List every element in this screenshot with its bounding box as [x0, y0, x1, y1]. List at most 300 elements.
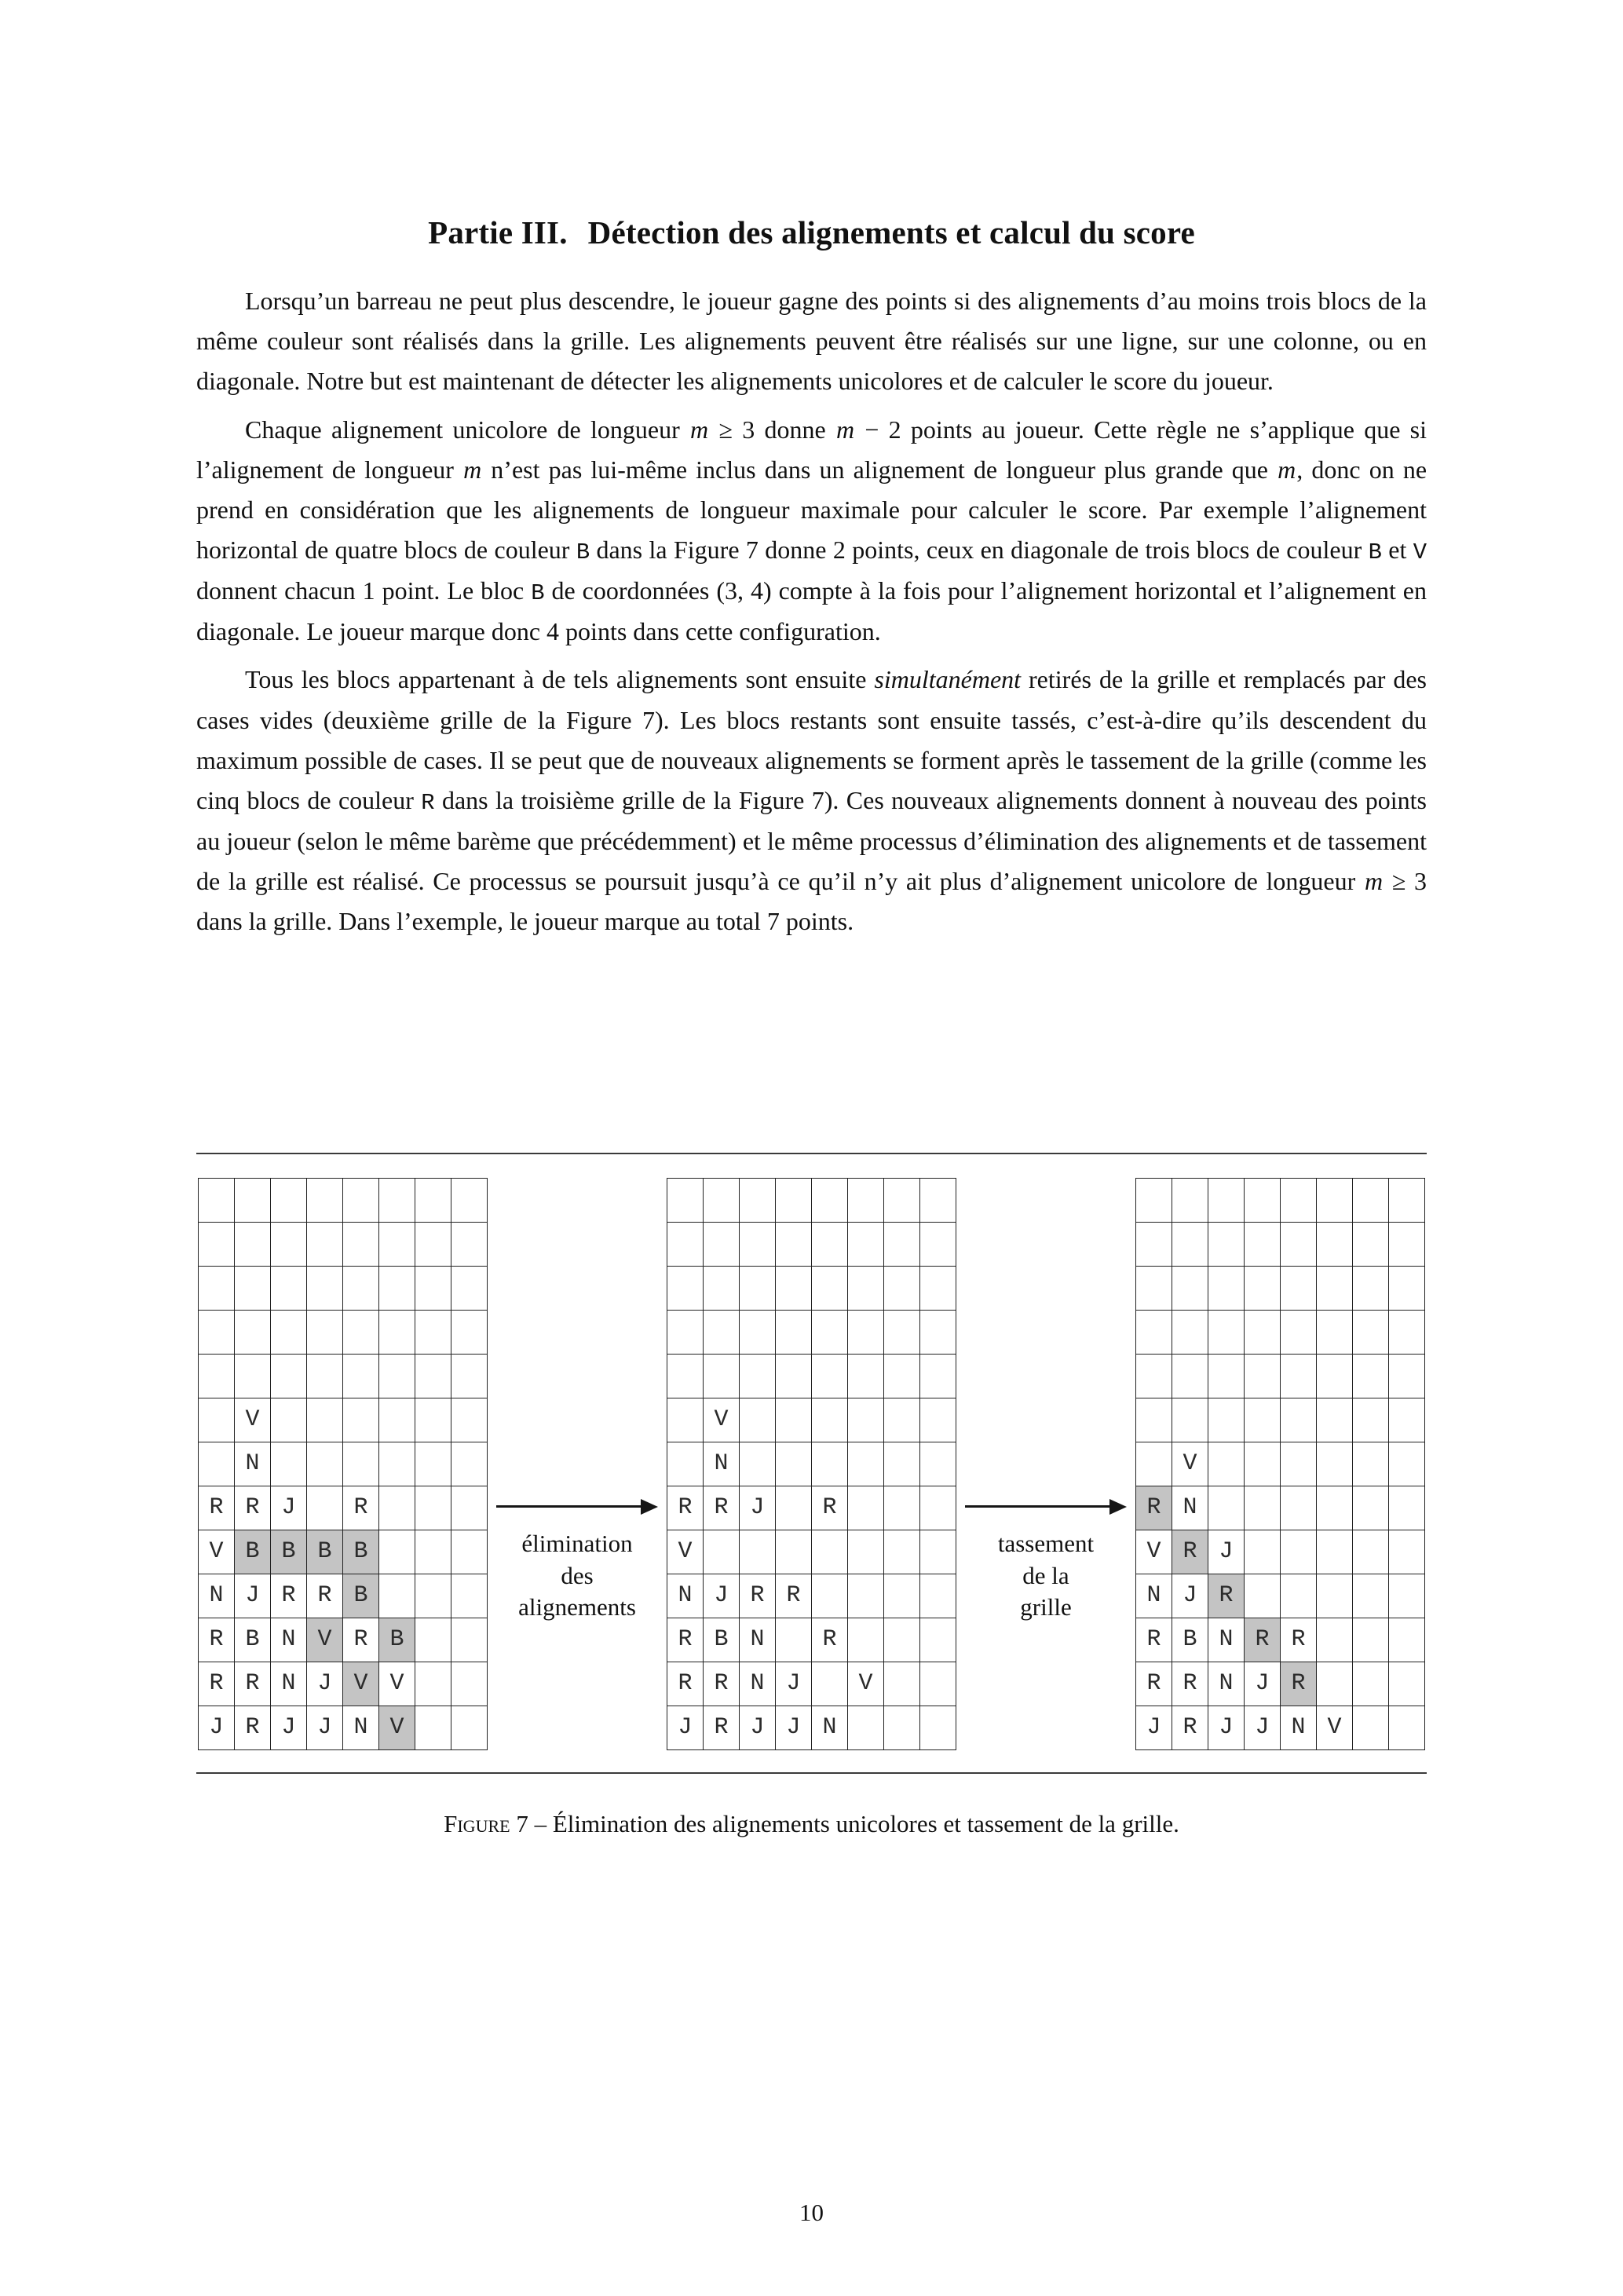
- arrow-label-line: des: [561, 1561, 594, 1589]
- grid-cell: [1389, 1223, 1425, 1267]
- grid-cell: [1281, 1223, 1317, 1267]
- grid-cell: J: [1136, 1706, 1172, 1750]
- grid-cell: [1281, 1311, 1317, 1355]
- grid-cell: N: [812, 1706, 848, 1750]
- grid-cell: [1172, 1223, 1208, 1267]
- grid-cell: [1281, 1486, 1317, 1530]
- grid-cell: [740, 1355, 776, 1398]
- grid-cell: R: [1281, 1662, 1317, 1706]
- grid-cell: N: [740, 1618, 776, 1662]
- grid-cell: [1136, 1179, 1172, 1223]
- grid-cell: [812, 1662, 848, 1706]
- grid-cell: [740, 1179, 776, 1223]
- grid-cell: [379, 1486, 415, 1530]
- grid-cell: [776, 1311, 812, 1355]
- grid-cell: N: [343, 1706, 379, 1750]
- grid-cell: [667, 1355, 704, 1398]
- figure-caption: Figure 7 – Élimination des alignements unicolores et tassement de la grille.: [444, 1809, 1179, 1837]
- grid-cell: [343, 1442, 379, 1486]
- grid-cell: [1389, 1267, 1425, 1311]
- grid-cell: R: [1172, 1530, 1208, 1574]
- grid-cell: [884, 1530, 920, 1574]
- grid-cell: N: [704, 1442, 740, 1486]
- arrow-label-line: de la: [1022, 1561, 1069, 1589]
- grid-cell: [1389, 1398, 1425, 1442]
- grid-cell: [667, 1267, 704, 1311]
- grid-cell: [1317, 1486, 1353, 1530]
- grid-cell: [1172, 1398, 1208, 1442]
- grid-cell: J: [704, 1574, 740, 1618]
- arrow-right-icon: [965, 1497, 1127, 1517]
- grid-cell: [451, 1355, 488, 1398]
- grid-cell: B: [1172, 1618, 1208, 1662]
- grid-cell: N: [1208, 1662, 1245, 1706]
- grid-cell: [307, 1311, 343, 1355]
- grid-cell: [704, 1223, 740, 1267]
- grid-cell: N: [271, 1618, 307, 1662]
- grid-cell: [812, 1530, 848, 1574]
- grid-cell: R: [1208, 1574, 1245, 1618]
- grid-cell: B: [271, 1530, 307, 1574]
- grid-cell: [1281, 1530, 1317, 1574]
- grid-cell: [1353, 1442, 1389, 1486]
- grid-cell: [451, 1442, 488, 1486]
- figure-7: [196, 1153, 1427, 1838]
- grid-cell: R: [235, 1706, 271, 1750]
- grid-cell: [1353, 1355, 1389, 1398]
- grid-cell: [379, 1311, 415, 1355]
- grid-cell: [1389, 1179, 1425, 1223]
- grid-cell: [1208, 1398, 1245, 1442]
- grid-cell: [451, 1574, 488, 1618]
- grid-cell: [884, 1486, 920, 1530]
- grid-cell: [1245, 1267, 1281, 1311]
- grid-cell: [1172, 1311, 1208, 1355]
- grid-after-elimination: [667, 1178, 956, 1750]
- grid-cell: [451, 1311, 488, 1355]
- grid-cell: [848, 1618, 884, 1662]
- grid-cell: R: [776, 1574, 812, 1618]
- grid-cell: [812, 1398, 848, 1442]
- grid-cell: [884, 1267, 920, 1311]
- grid-cell: V: [667, 1530, 704, 1574]
- grid-cell: [1245, 1311, 1281, 1355]
- grid-cell: R: [235, 1486, 271, 1530]
- grid-cell: [1281, 1267, 1317, 1311]
- grid-cell: [1281, 1442, 1317, 1486]
- grid-cell: R: [667, 1662, 704, 1706]
- grid-cell: [1317, 1398, 1353, 1442]
- grid-cell: [415, 1618, 451, 1662]
- section-title-text: Détection des alignements et calcul du score: [587, 214, 1195, 250]
- grid-cell: [884, 1442, 920, 1486]
- grid-cell: [776, 1442, 812, 1486]
- grid-cell: R: [235, 1662, 271, 1706]
- grid-cell: [920, 1442, 956, 1486]
- grid-cell: N: [1172, 1486, 1208, 1530]
- grid-cell: [1317, 1179, 1353, 1223]
- grid-cell: [343, 1267, 379, 1311]
- grid-cell: [1317, 1311, 1353, 1355]
- grid-cell: [884, 1355, 920, 1398]
- grid-cell: [451, 1706, 488, 1750]
- grid-cell: [379, 1442, 415, 1486]
- grid-cell: [1245, 1179, 1281, 1223]
- grid-cell: [704, 1530, 740, 1574]
- grid-cell: [776, 1179, 812, 1223]
- grid-cell: [848, 1311, 884, 1355]
- grid-cell: R: [1136, 1662, 1172, 1706]
- grid-cell: [379, 1574, 415, 1618]
- grid-before-elimination: [198, 1178, 488, 1750]
- grid-cell: V: [1317, 1706, 1353, 1750]
- grid-cell: [1208, 1486, 1245, 1530]
- grid-cell: [1208, 1442, 1245, 1486]
- grid-cell: [235, 1267, 271, 1311]
- grid-cell: [307, 1486, 343, 1530]
- grid-cell: [451, 1486, 488, 1530]
- arrow-label-line: grille: [1020, 1593, 1072, 1621]
- arrow-block-tassement: [956, 1178, 1135, 1625]
- grid-cell: [920, 1662, 956, 1706]
- grid-cell: [1317, 1662, 1353, 1706]
- grid-cell: [776, 1398, 812, 1442]
- grid-cell: [884, 1662, 920, 1706]
- grid-cell: J: [740, 1706, 776, 1750]
- grid-cell: V: [704, 1398, 740, 1442]
- grid-cell: R: [271, 1574, 307, 1618]
- grid-cell: [451, 1530, 488, 1574]
- grid-cell: [1317, 1574, 1353, 1618]
- grid-cell: [1353, 1618, 1389, 1662]
- grid-cell: [451, 1398, 488, 1442]
- grid-cell: V: [199, 1530, 235, 1574]
- grid-cell: [884, 1223, 920, 1267]
- grid-cell: [920, 1311, 956, 1355]
- grid-cell: [920, 1706, 956, 1750]
- paragraph: Lorsqu’un barreau ne peut plus descendre, le joueur gagne des points si des alignements d’au moins trois blocs de la même couleur sont réalisés dans la grille. Les alignements peuvent être réalisés sur une ligne, sur une colonne, ou en diagonale. Notre but est maintenant de détecter les alignements unicolores et de calculer le score du joueur.: [196, 287, 1427, 396]
- grid-cell: J: [307, 1706, 343, 1750]
- grid-cell: [884, 1574, 920, 1618]
- grid-cell: [884, 1706, 920, 1750]
- grid-cell: [1353, 1398, 1389, 1442]
- grid-cell: R: [199, 1618, 235, 1662]
- grid-cell: [667, 1223, 704, 1267]
- grid-cell: [1136, 1355, 1172, 1398]
- grid-cell: [848, 1355, 884, 1398]
- section-title: [196, 214, 1427, 251]
- grid-cell: [920, 1398, 956, 1442]
- grid-cell: J: [307, 1662, 343, 1706]
- grid-cell: R: [1136, 1618, 1172, 1662]
- grid-cell: [704, 1179, 740, 1223]
- grid-cell: [1389, 1706, 1425, 1750]
- grid-cell: [920, 1179, 956, 1223]
- arrow-head: [641, 1499, 658, 1515]
- grid-cell: N: [1281, 1706, 1317, 1750]
- grid-cell: [704, 1355, 740, 1398]
- grid-cell: [1389, 1574, 1425, 1618]
- grid-cell: [1245, 1355, 1281, 1398]
- grid-cell: [812, 1574, 848, 1618]
- grid-cell: [1317, 1267, 1353, 1311]
- arrow-block-elimination: [488, 1178, 667, 1625]
- grid-cell: [812, 1267, 848, 1311]
- grid-cell: [1317, 1442, 1353, 1486]
- grid-cell: V: [848, 1662, 884, 1706]
- grid-cell: [1353, 1311, 1389, 1355]
- grid-cell: [848, 1179, 884, 1223]
- grid-cell: [1353, 1662, 1389, 1706]
- grid-cell: [271, 1355, 307, 1398]
- grid-cell: [415, 1442, 451, 1486]
- grid-cell: [343, 1223, 379, 1267]
- grid-cell: [704, 1311, 740, 1355]
- grid-cell: [1389, 1530, 1425, 1574]
- grid-cell: [1245, 1398, 1281, 1442]
- grid-cell: [451, 1618, 488, 1662]
- grid-cell: [415, 1706, 451, 1750]
- grid-cell: [343, 1311, 379, 1355]
- grid-cell: J: [776, 1662, 812, 1706]
- grid-cell: [884, 1398, 920, 1442]
- grid-cell: [415, 1223, 451, 1267]
- grid-cell: B: [307, 1530, 343, 1574]
- grid-cell: [307, 1223, 343, 1267]
- grid-cell: [776, 1223, 812, 1267]
- grid-cell: [884, 1179, 920, 1223]
- grid-cell: N: [235, 1442, 271, 1486]
- grid-cell: [1208, 1311, 1245, 1355]
- grid-cell: [235, 1179, 271, 1223]
- grid-cell: [1353, 1223, 1389, 1267]
- grid-cell: [1317, 1355, 1353, 1398]
- grid-cell: [199, 1179, 235, 1223]
- grid-cell: [1389, 1355, 1425, 1398]
- grid-cell: [848, 1706, 884, 1750]
- grid-cell: [920, 1618, 956, 1662]
- grid-cell: [307, 1267, 343, 1311]
- grid-cell: [848, 1486, 884, 1530]
- grid-cell: [812, 1311, 848, 1355]
- grid-after-compaction: [1135, 1178, 1425, 1750]
- grid-cell: [1136, 1398, 1172, 1442]
- grid-cell: [920, 1355, 956, 1398]
- grid-cell: J: [1172, 1574, 1208, 1618]
- grid-cell: [199, 1267, 235, 1311]
- grid-cell: [776, 1355, 812, 1398]
- grid-cell: R: [343, 1618, 379, 1662]
- grid-cell: [271, 1267, 307, 1311]
- arrow-right-icon: [496, 1497, 658, 1517]
- figure-content: [196, 1154, 1427, 1772]
- grid-cell: J: [271, 1486, 307, 1530]
- grid-cell: [1172, 1179, 1208, 1223]
- grid-cell: [1245, 1530, 1281, 1574]
- grid-cell: R: [1172, 1662, 1208, 1706]
- grid-cell: [740, 1267, 776, 1311]
- grid-cell: N: [740, 1662, 776, 1706]
- grid-cell: R: [199, 1662, 235, 1706]
- grid-cell: [415, 1574, 451, 1618]
- grid-cell: [199, 1311, 235, 1355]
- grid-cell: [812, 1355, 848, 1398]
- grid-cell: [1245, 1574, 1281, 1618]
- grid-cell: [415, 1311, 451, 1355]
- grid-cell: B: [235, 1530, 271, 1574]
- grid-cell: [1136, 1223, 1172, 1267]
- section-part-label: Partie III.: [428, 214, 568, 250]
- grid-cell: [379, 1223, 415, 1267]
- grid-cell: [343, 1398, 379, 1442]
- grid-cell: [1136, 1442, 1172, 1486]
- grid-cell: [1136, 1267, 1172, 1311]
- arrow-line: [496, 1505, 641, 1508]
- grid-cell: [271, 1398, 307, 1442]
- grid-cell: R: [704, 1706, 740, 1750]
- grid-cell: N: [667, 1574, 704, 1618]
- grid-cell: [199, 1223, 235, 1267]
- grid-cell: V: [343, 1662, 379, 1706]
- arrow-label-line: alignements: [518, 1593, 636, 1621]
- grid-cell: J: [1245, 1662, 1281, 1706]
- grid-cell: [920, 1223, 956, 1267]
- grid-cell: [415, 1398, 451, 1442]
- grid-cell: R: [199, 1486, 235, 1530]
- grid-cell: V: [379, 1662, 415, 1706]
- grid-cell: [1389, 1618, 1425, 1662]
- grid-cell: [1389, 1311, 1425, 1355]
- grid-cell: [415, 1355, 451, 1398]
- grid-cell: B: [343, 1530, 379, 1574]
- grid-cell: R: [667, 1486, 704, 1530]
- grid-cell: [812, 1223, 848, 1267]
- grid-cell: [1317, 1223, 1353, 1267]
- grid-cell: [1136, 1311, 1172, 1355]
- grid-cell: [740, 1442, 776, 1486]
- grid-cell: J: [1208, 1530, 1245, 1574]
- grid-cell: J: [199, 1706, 235, 1750]
- grid-cell: [451, 1179, 488, 1223]
- grid-cell: B: [343, 1574, 379, 1618]
- grid-cell: [920, 1267, 956, 1311]
- grid-cell: V: [379, 1706, 415, 1750]
- body-text: [196, 281, 1427, 942]
- grid-cell: [1281, 1574, 1317, 1618]
- grid-cell: [1389, 1662, 1425, 1706]
- grid-cell: R: [307, 1574, 343, 1618]
- grid-cell: [1389, 1442, 1425, 1486]
- grid-cell: R: [1136, 1486, 1172, 1530]
- grid-cell: [704, 1267, 740, 1311]
- grid-cell: [667, 1311, 704, 1355]
- grid-cell: [343, 1179, 379, 1223]
- grid-cell: [1317, 1530, 1353, 1574]
- grid-cell: V: [1172, 1442, 1208, 1486]
- grid-cell: [1353, 1179, 1389, 1223]
- grid-cell: [1245, 1442, 1281, 1486]
- grid-cell: [379, 1179, 415, 1223]
- grid-cell: R: [704, 1486, 740, 1530]
- grid-cell: [740, 1398, 776, 1442]
- grid-cell: [740, 1530, 776, 1574]
- grid-cell: [776, 1618, 812, 1662]
- grid-cell: [812, 1442, 848, 1486]
- grid-cell: [307, 1355, 343, 1398]
- grid-cell: [1245, 1223, 1281, 1267]
- page-number: 10: [799, 2199, 824, 2226]
- grid-cell: V: [235, 1398, 271, 1442]
- grid-cell: [776, 1267, 812, 1311]
- grid-cell: [740, 1311, 776, 1355]
- grid-cell: N: [199, 1574, 235, 1618]
- grid-cell: [1353, 1530, 1389, 1574]
- grid-cell: J: [1208, 1706, 1245, 1750]
- grid-cell: [415, 1486, 451, 1530]
- grid-cell: J: [235, 1574, 271, 1618]
- grid-cell: [667, 1179, 704, 1223]
- grid-cell: [920, 1574, 956, 1618]
- grid-cell: [920, 1530, 956, 1574]
- grid-cell: [415, 1530, 451, 1574]
- arrow-line: [965, 1505, 1109, 1508]
- grid-cell: [1281, 1355, 1317, 1398]
- grid-cell: [235, 1223, 271, 1267]
- grid-cell: [667, 1442, 704, 1486]
- grid-cell: [1208, 1267, 1245, 1311]
- grid-cell: N: [271, 1662, 307, 1706]
- grid-cell: [848, 1398, 884, 1442]
- paragraph: Tous les blocs appartenant à de tels alignements sont ensuite simultanément retirés de la grille et remplacés par des cases vides (deuxième grille de la Figure 7). Les blocs restants sont ensuite tassés, c’est-à-dire qu’ils descendent du maximum possible de cases. Il se peut que de nouveaux alignements se forment après le tassement de la grille (comme les cinq blocs de couleur R dans la troisième grille de la Figure 7). Ces nouveaux alignements donnent à nouveau des points au joueur (selon le même barème que précédemment) et le même processus d’élimination des alignements et de tassement de la grille est réalisé. Ce processus se poursuit jusqu’à ce qu’il n’y ait plus d’alignement unicolore de longueur m ≥ 3 dans la grille. Dans l’exemple, le joueur marque au total 7 points.: [196, 665, 1427, 936]
- grid-cell: J: [271, 1706, 307, 1750]
- figure-bottom-rule: [196, 1772, 1427, 1774]
- grid-cell: R: [343, 1486, 379, 1530]
- grid-cell: [740, 1223, 776, 1267]
- grid-cell: R: [1245, 1618, 1281, 1662]
- paragraph: Chaque alignement unicolore de longueur m ≥ 3 donne m − 2 points au joueur. Cette règle ne s’applique que si l’alignement de longueur m n’est pas lui-même inclus dans un alignement de longueur plus grande que m, donc on ne prend en considération que les alignements de longueur maximale pour calculer le score. Par exemple l’alignement horizontal de quatre blocs de couleur B dans la Figure 7 donne 2 points, ceux en diagonale de trois blocs de couleur B et V donnent chacun 1 point. Le bloc B de coordonnées (3, 4) compte à la fois pour l’alignement horizontal et l’alignement en diagonale. Le joueur marque donc 4 points dans cette configuration.: [196, 415, 1427, 646]
- grid-cell: N: [1208, 1618, 1245, 1662]
- grid-cell: [1353, 1267, 1389, 1311]
- grid-cell: [812, 1179, 848, 1223]
- arrow-label-line: élimination: [521, 1529, 633, 1557]
- grid-cell: R: [1172, 1706, 1208, 1750]
- grid-cell: [235, 1311, 271, 1355]
- grid-cell: [271, 1442, 307, 1486]
- grid-cell: [271, 1223, 307, 1267]
- grid-cell: [1208, 1179, 1245, 1223]
- grid-cell: [1172, 1267, 1208, 1311]
- grid-cell: [379, 1267, 415, 1311]
- grid-cell: [1208, 1355, 1245, 1398]
- grid-cell: [451, 1267, 488, 1311]
- grid-cell: [271, 1311, 307, 1355]
- grid-cell: N: [1136, 1574, 1172, 1618]
- grid-cell: J: [1245, 1706, 1281, 1750]
- grid-cell: J: [740, 1486, 776, 1530]
- grid-cell: [307, 1179, 343, 1223]
- grid-cell: [1353, 1706, 1389, 1750]
- grid-cell: B: [704, 1618, 740, 1662]
- grid-cell: [415, 1179, 451, 1223]
- grid-cell: R: [1281, 1618, 1317, 1662]
- grid-cell: R: [667, 1618, 704, 1662]
- grid-cell: [1353, 1574, 1389, 1618]
- grid-cell: [379, 1398, 415, 1442]
- grid-cell: R: [704, 1662, 740, 1706]
- arrow-label-elimination: [518, 1528, 636, 1625]
- grid-cell: [271, 1179, 307, 1223]
- grid-cell: [884, 1311, 920, 1355]
